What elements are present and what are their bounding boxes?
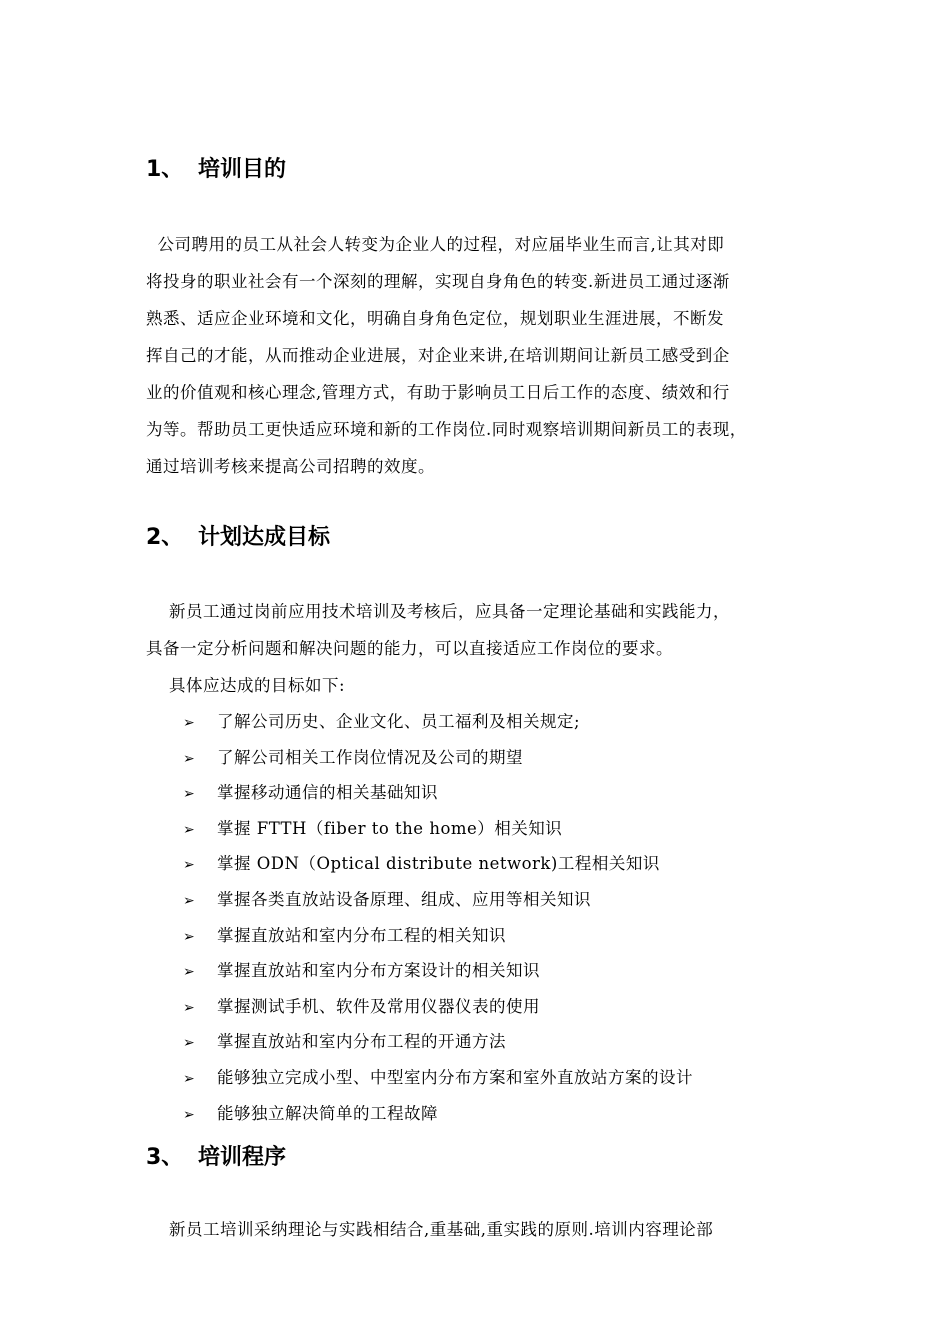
paragraph-line: 具体应达成的目标如下: <box>146 676 346 695</box>
section-3-heading <box>146 1143 286 1173</box>
paragraph-line: 新员工培训采纳理论与实践相结合,重基础,重实践的原则.培训内容理论部 <box>146 1220 714 1239</box>
list-item <box>183 704 693 740</box>
list-item-text: 掌握各类直放站设备原理、组成、应用等相关知识 <box>217 889 591 909</box>
list-item-text: 掌握直放站和室内分布方案设计的相关知识 <box>217 961 540 981</box>
list-item <box>183 1096 693 1132</box>
list-item-text: 掌握 ODN（Optical distribute network)工程相关知识 <box>217 854 660 874</box>
paragraph-line: 新员工通过岗前应用技术培训及考核后，应具备一定理论基础和实践能力， <box>146 602 730 621</box>
arrow-bullet-icon: ➢ <box>183 1035 196 1052</box>
list-item-text: 了解公司历史、企业文化、员工福利及相关规定; <box>217 712 581 731</box>
list-item-text: 掌握测试手机、软件及常用仪器仪表的使用 <box>217 996 540 1016</box>
section-3-paragraph <box>146 1211 818 1248</box>
arrow-bullet-icon: ➢ <box>183 715 196 731</box>
arrow-bullet-icon: ➢ <box>183 999 196 1016</box>
list-item <box>183 775 693 811</box>
paragraph-line: 挥自己的才能，从而推动企业进展，对企业来讲,在培训期间让新员工感受到企 <box>146 346 730 365</box>
list-item <box>183 811 693 847</box>
list-item <box>183 846 693 882</box>
list-item-text: 掌握移动通信的相关基础知识 <box>217 783 438 803</box>
arrow-bullet-icon: ➢ <box>183 786 196 803</box>
arrow-bullet-icon: ➢ <box>183 857 196 874</box>
paragraph-line: 将投身的职业社会有一个深刻的理解，实现自身角色的转变.新进员工通过逐渐 <box>146 272 730 291</box>
paragraph-line: 熟悉、适应企业环境和文化，明确自身角色定位，规划职业生涯进展，不断发 <box>146 309 724 328</box>
arrow-bullet-icon: ➢ <box>183 892 196 909</box>
list-item <box>183 1060 693 1096</box>
arrow-bullet-icon: ➢ <box>183 1106 196 1123</box>
paragraph-line: 公司聘用的员工从社会人转变为企业人的过程，对应届毕业生而言,让其对即 <box>146 235 725 254</box>
arrow-bullet-icon: ➢ <box>183 821 196 838</box>
list-item <box>183 882 693 918</box>
list-item-text: 掌握直放站和室内分布工程的开通方法 <box>217 1032 506 1052</box>
section-3-number: 3、 <box>146 1145 184 1170</box>
list-item <box>183 918 693 954</box>
arrow-bullet-icon: ➢ <box>183 1070 196 1087</box>
paragraph-line: 业的价值观和核心理念,管理方式，有助于影响员工日后工作的态度、绩效和行 <box>146 383 730 402</box>
section-1-paragraph <box>146 226 818 485</box>
section-2-heading <box>146 523 330 553</box>
list-item-text: 了解公司相关工作岗位情况及公司的期望 <box>217 747 523 767</box>
list-item <box>183 989 693 1025</box>
section-2-title: 计划达成目标 <box>198 525 331 550</box>
section-1-heading <box>146 155 286 185</box>
list-item-text: 掌握 FTTH（fiber to the home）相关知识 <box>217 818 563 838</box>
list-item-text: 能够独立完成小型、中型室内分布方案和室外直放站方案的设计 <box>217 1067 693 1087</box>
section-1-title: 培训目的 <box>198 157 287 182</box>
paragraph-line: 具备一定分析问题和解决问题的能力，可以直接适应工作岗位的要求。 <box>146 639 673 658</box>
paragraph-line: 为等。帮助员工更快适应环境和新的工作岗位.同时观察培训期间新员工的表现， <box>146 420 747 439</box>
list-item <box>183 1024 693 1060</box>
section-3-title: 培训程序 <box>198 1145 287 1170</box>
list-item <box>183 953 693 989</box>
arrow-bullet-icon: ➢ <box>183 928 196 945</box>
goals-list <box>183 704 693 1131</box>
arrow-bullet-icon: ➢ <box>183 750 196 767</box>
paragraph-line: 通过培训考核来提高公司招聘的效度。 <box>146 457 435 476</box>
arrow-bullet-icon: ➢ <box>183 964 196 981</box>
list-item-text: 掌握直放站和室内分布工程的相关知识 <box>217 925 506 945</box>
section-2-paragraph <box>146 593 818 704</box>
list-item-text: 能够独立解决简单的工程故障 <box>217 1103 438 1123</box>
section-2-number: 2、 <box>146 525 184 550</box>
list-item <box>183 740 693 776</box>
section-1-number: 1、 <box>146 157 184 182</box>
